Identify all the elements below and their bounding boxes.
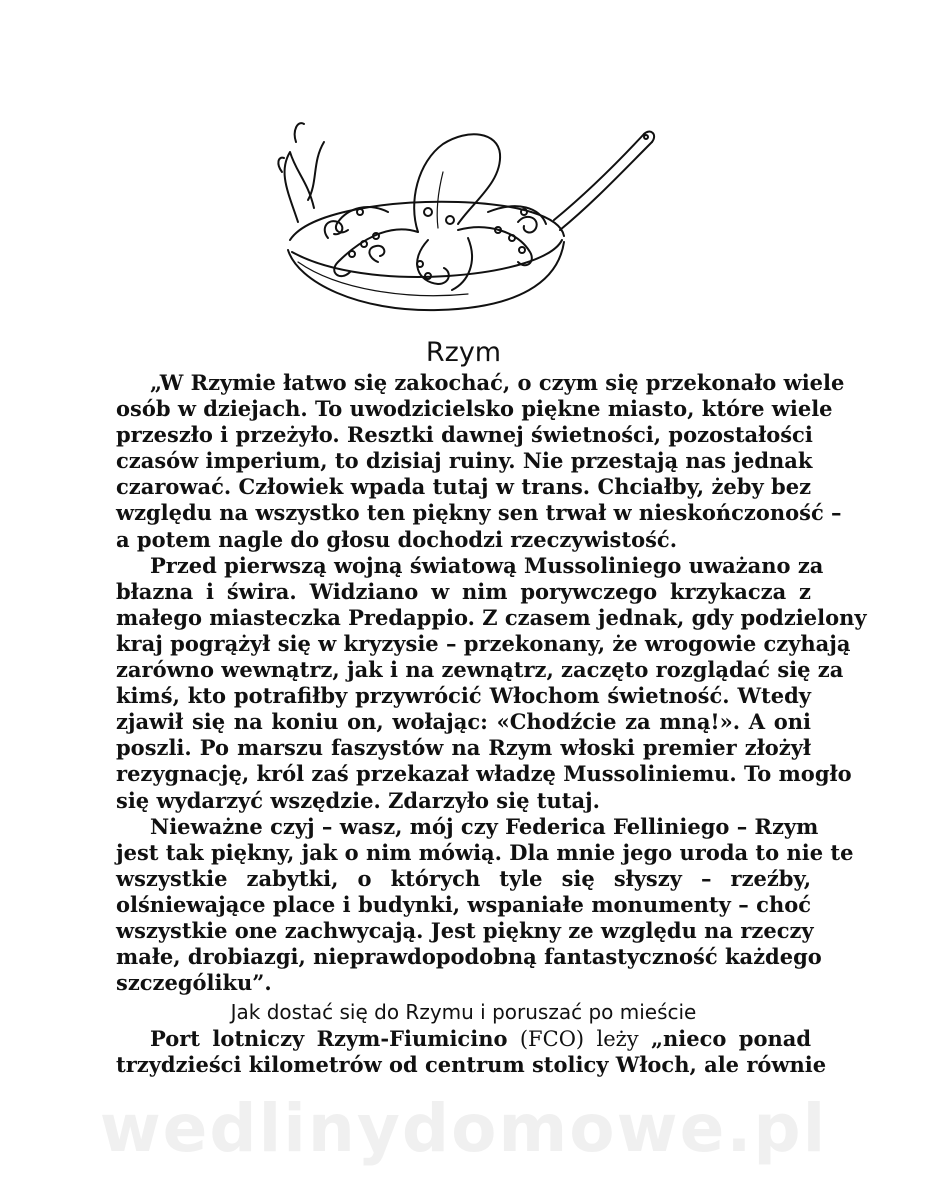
paragraph-4	[116, 1026, 827, 1078]
paragraph-2	[116, 552, 867, 814]
page-title: Rzym	[425, 337, 502, 368]
text-line: poszli. Po marszu faszystów na Rzym włoski premier złożył	[116, 735, 811, 761]
text-line: się wydarzyć wszędzie. Zdarzyło się tutaj.	[116, 787, 600, 813]
text-line: kraj pogrążył się w kryzysie – przekonany, że wrogowie czyhają	[116, 630, 851, 656]
text-line: olśniewające place i budynki, wspaniałe monumenty – choć	[116, 891, 811, 917]
text-fragment: „nieco ponad	[650, 1026, 812, 1052]
text-line: czasów imperium, to dzisiaj ruiny. Nie przestają nas jednak	[116, 448, 813, 474]
text-line: małe, drobiazgi, nieprawdopodobną fantastyczność każdego	[116, 944, 822, 970]
airport-name: Port lotniczy Rzym-Fiumicino	[150, 1026, 508, 1052]
text-line: osób w dziejach. To uwodzicielsko piękne miasto, które wiele	[116, 396, 833, 422]
article-body	[116, 370, 867, 1078]
text-line: trzydzieści kilometrów od centrum stolicy Włoch, ale równie	[116, 1052, 827, 1078]
paragraph-1	[116, 370, 845, 553]
text-line: wszystkie one zachwycają. Jest piękny ze względu na rzeczy	[116, 917, 814, 943]
text-line: Nieważne czyj – wasz, mój czy Federica Felliniego – Rzym	[150, 813, 819, 839]
text-line: wszystkie zabytki, o których tyle się słyszy – rzeźby,	[116, 865, 811, 891]
text-line	[116, 1026, 811, 1052]
text-line: rezygnację, król zaś przekazał władzę Mussoliniemu. To mogło	[116, 761, 852, 787]
text-line: przeszło i przeżyło. Resztki dawnej świetności, pozostałości	[116, 422, 813, 448]
airport-code: (FCO)	[519, 1027, 585, 1052]
text-line: Przed pierwszą wojną światową Mussoliniego uważano za	[150, 552, 824, 578]
text-line: względu na wszystko ten piękny sen trwał w nieskończoność –	[116, 500, 842, 526]
text-line: czarować. Człowiek wpada tutaj w trans. Chciałby, żeby bez	[116, 474, 811, 500]
text-line: zarówno wewnątrz, jak i na zewnątrz, zaczęto rozglądać się za	[116, 657, 844, 683]
text-line: błazna i świra. Widziano w nim porywczego krzykacza z	[116, 578, 811, 604]
text-line: jest tak piękny, jak o nim mówią. Dla mnie jego uroda to nie te	[116, 839, 854, 865]
paragraph-3	[116, 813, 854, 997]
text-line: małego miasteczka Predappio. Z czasem jednak, gdy podzielony	[116, 604, 867, 630]
text-line: kimś, kto potrafiłby przywrócić Włochom świetność. Wtedy	[116, 683, 811, 709]
text-fragment: leży	[596, 1027, 639, 1052]
octopus-pan-illustration	[268, 112, 660, 330]
text-line: a potem nagle do głosu dochodzi rzeczywistość.	[116, 526, 678, 552]
text-line: „W Rzymie łatwo się zakochać, o czym się przekonało wiele	[150, 370, 845, 395]
watermark: wedlinydomowe.pl	[99, 1090, 828, 1167]
section-subheading: Jak dostać się do Rzymu i poruszać po mieście	[230, 1000, 697, 1025]
text-line: zjawił się na koniu on, wołając: «Chodźcie za mną!». A oni	[116, 709, 811, 735]
text-line: szczególiku”.	[116, 970, 272, 996]
